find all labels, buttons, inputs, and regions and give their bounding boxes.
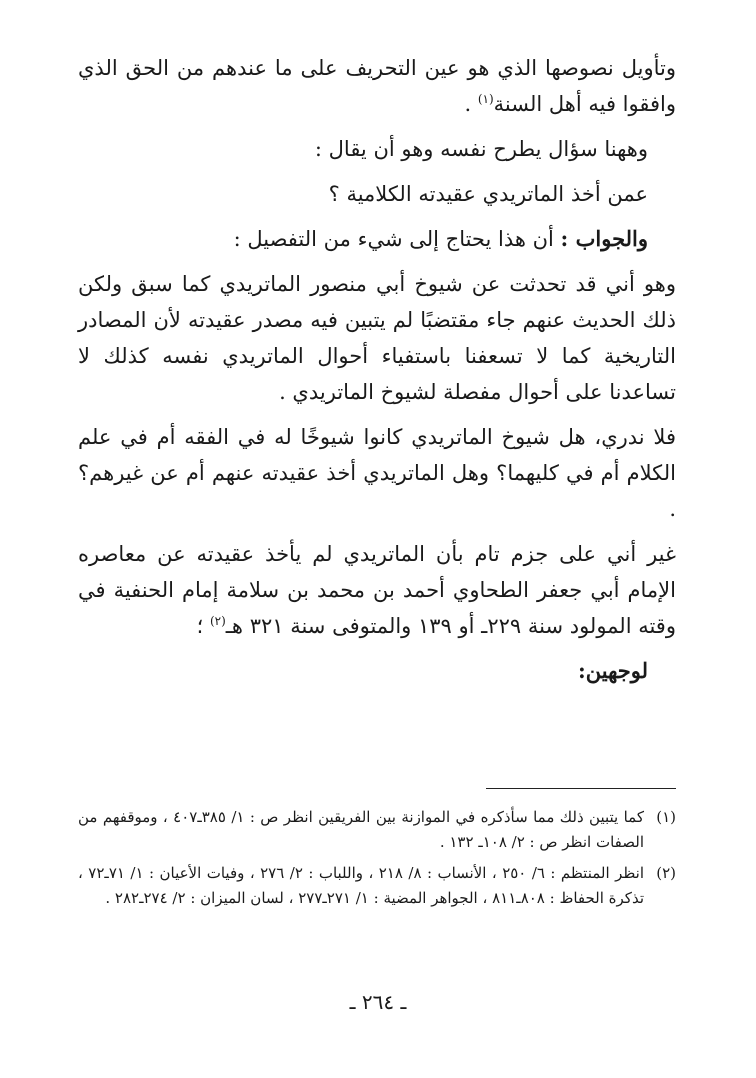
- answer-label: والجواب :: [560, 226, 648, 251]
- paragraph-5: وهو أني قد تحدثت عن شيوخ أبي منصور الماتريدي كما سبق ولكن ذلك الحديث عنهم جاء مقتضبًا لم يتبين فيه مصدر عقيدته لأن المصادر التاريخية كما لا تسعفنا باستفياء أحوال الماتريدي نفسه كذلك لا تساعدنا على أحوال مفصلة لشيوخ الماتريدي .: [78, 272, 676, 404]
- paragraph-7-text: غير أني على جزم تام بأن الماتريدي لم يأخذ عقيدته عن معاصره الإمام أبي جعفر الطحاوي أحمد بن محمد بن سلامة إمام الحنفية في وقته المولود سنة ٢٢٩ـ أو ١٣٩ والمتوفى سنة ٣٢١ هـ: [78, 542, 676, 638]
- footnotes-section: [78, 788, 676, 917]
- footnote-ref-1: (١): [477, 92, 494, 106]
- paragraph-7-end: ؛: [196, 614, 210, 638]
- footnote-1-text: كما يتبين ذلك مما سأذكره في الموازنة بين الفريقين انظر ص : ١/ ٣٨٥ـ٤٠٧ ، وموقفهم من الصفات انظر ص : ٢/ ١٠٨ـ ١٣٢ .: [78, 808, 644, 851]
- paragraph-8: لوجهين:: [578, 658, 648, 683]
- paragraph-4: [78, 221, 676, 257]
- paragraph-7: [78, 536, 676, 644]
- paragraph-1: [78, 50, 676, 122]
- footnote-2: [78, 861, 676, 911]
- page-number: ـ ٢٦٤ ـ: [349, 990, 407, 1014]
- footnote-1: [78, 805, 676, 855]
- main-text: [78, 50, 676, 689]
- page-body: [78, 50, 676, 689]
- footnote-2-number: (٢): [656, 864, 676, 882]
- footnote-2-text: انظر المنتظم : ٦/ ٢٥٠ ، الأنساب : ٨/ ٢١٨ ، واللباب : ٢/ ٢٧٦ ، وفيات الأعيان : ١/ ٧١ـ٧٢ ، تذكرة الحفاظ : ٨٠٨ـ٨١١ ، الجواهر المضية : ١/ ٢٧١ـ٢٧٧ ، لسان الميزان : ٢/ ٢٧٤ـ٢٨٢ .: [78, 864, 645, 907]
- footnote-ref-2: (٢): [209, 614, 226, 628]
- paragraph-1-text: وتأويل نصوصها الذي هو عين التحريف على ما عندهم من الحق الذي وافقوا فيه أهل السنة: [78, 56, 676, 116]
- footnote-separator: [486, 788, 676, 789]
- paragraph-2: وههنا سؤال يطرح نفسه وهو أن يقال :: [314, 137, 648, 161]
- paragraph-3: عمن أخذ الماتريدي عقيدته الكلامية ؟: [328, 182, 648, 206]
- footnote-1-number: (١): [656, 808, 676, 826]
- answer-text: أن هذا يحتاج إلى شيء من التفصيل :: [233, 227, 561, 251]
- paragraph-1-end: .: [464, 92, 478, 116]
- paragraph-6: فلا ندري، هل شيوخ الماتريدي كانوا شيوخًا له في الفقه أم في علم الكلام أم في كليهما؟ وهل الماتريدي أخذ عقيدته عنهم أم عن غيرهم؟ .: [78, 425, 676, 521]
